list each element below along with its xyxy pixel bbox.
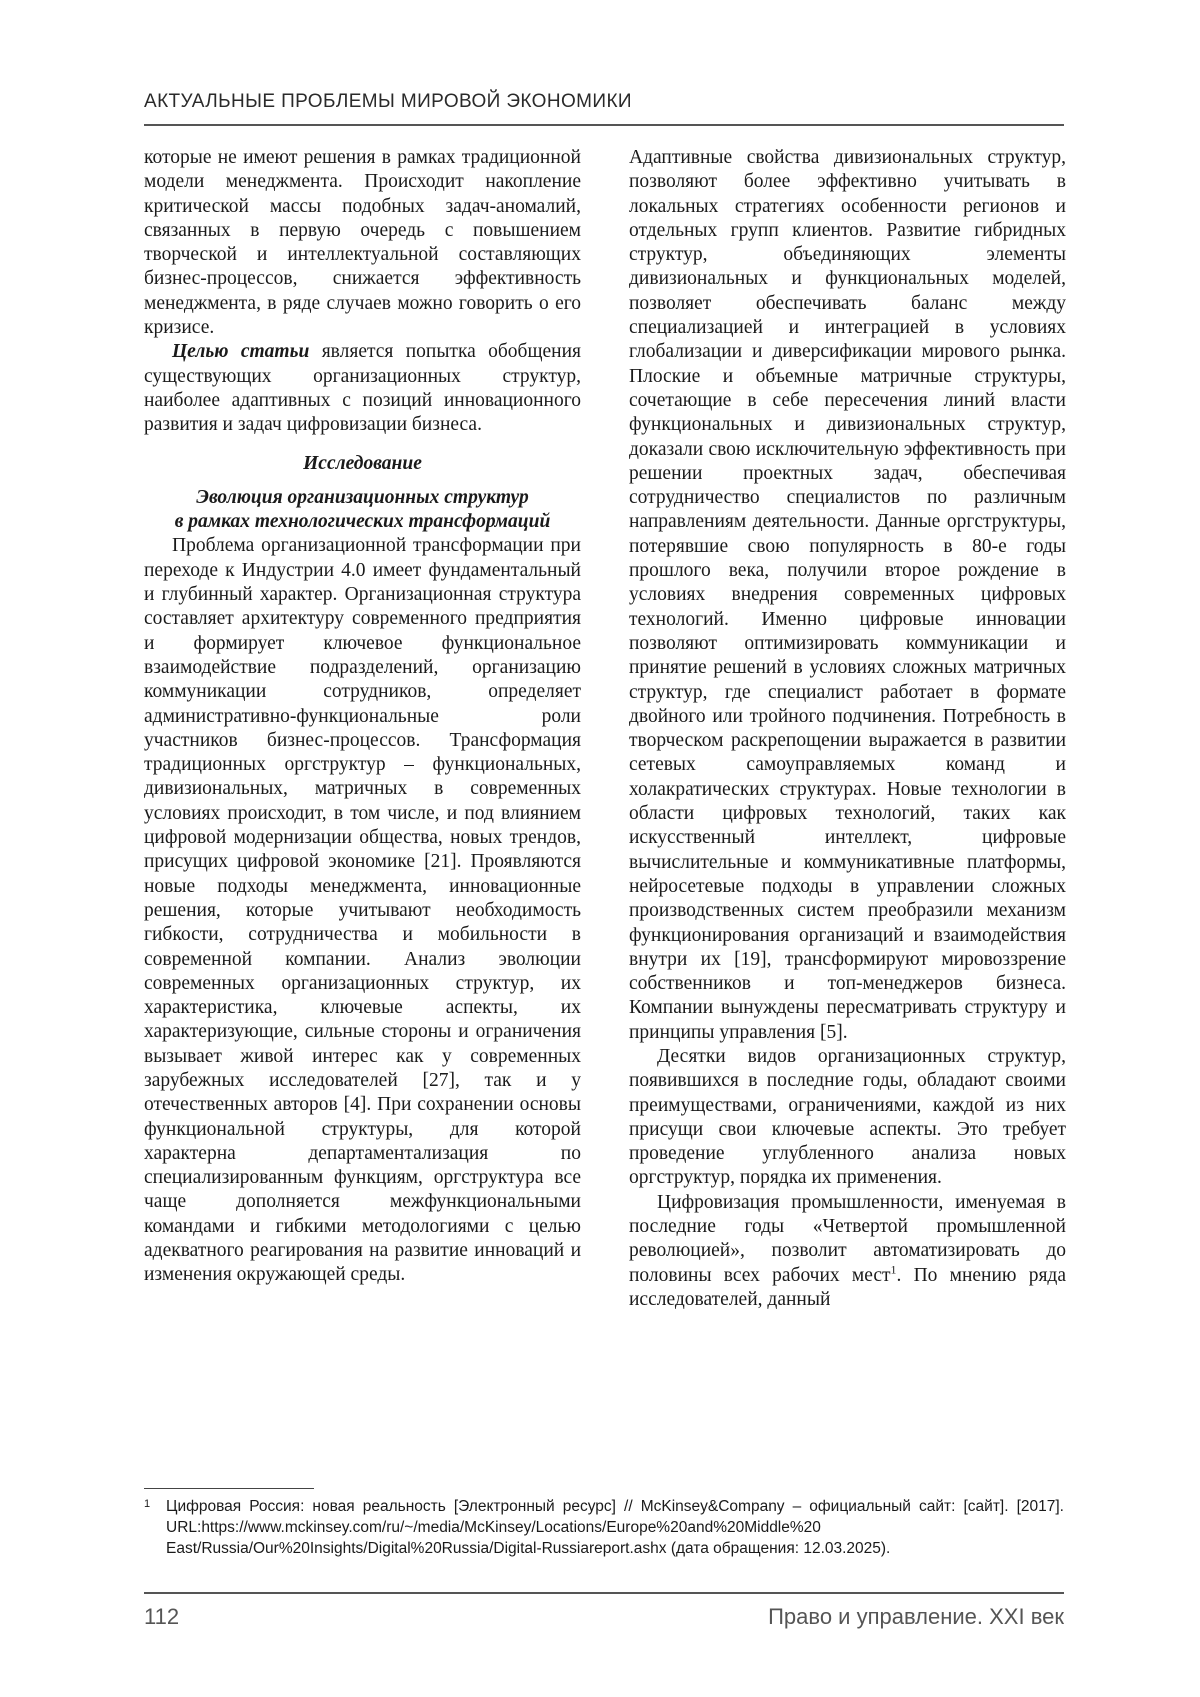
right-paragraph-3-tail: . По мнению ряда исследователей, данный (629, 1264, 1066, 1310)
footnote-marker: 1 (144, 1498, 151, 1510)
intro-paragraph: которые не имеют решения в рамках традиционной модели менеджмента. Происходит накопление критической массы подобных задач-аномалий, связанных в первую очередь с повышением творческой и интеллектуальной составляющих бизнес-процессов, снижается эффективность менеджмента, в ряде случаев можно говорить о его кризисе. (144, 147, 581, 339)
footnote-reference[interactable]: 1 (890, 1262, 897, 1277)
aim-text: является попытка обобщения существующих организационных структур, наиболее адаптивных с позиций инновационного развития и задач цифровизации бизнеса. (144, 341, 581, 436)
footnote-divider (144, 1488, 314, 1489)
footer-divider (144, 1592, 1064, 1594)
aim-paragraph (144, 340, 581, 437)
section-heading: Исследование (303, 452, 422, 474)
header-divider (144, 124, 1064, 126)
aim-lead: Целью статьи (172, 341, 310, 363)
journal-name: Право и управление. XXI век (768, 1604, 1064, 1629)
right-column (629, 146, 1066, 1312)
right-paragraph-1: Адаптивные свойства дивизиональных структур, позволяют более эффективно учитывать в локальных стратегиях особенности регионов и отдельных групп клиентов. Развитие гибридных структур, объединяющих элементы дивизиональных и функциональных моделей, позволяет обеспечивать баланс между специализацией и интеграцией в условиях глобализации и диверсификации мирового рынка. Плоские и объемные матричные структуры, сочетающие в себе пересечения линий власти функциональных и дивизиональных структур, доказали свою исключительную эффективность при решении проектных задач, обеспечивая сотрудничество специалистов по различным направлениям деятельности. Данные оргструктуры, потерявшие свою популярность в 80-е годы прошлого века, получили второе рождение в условиях внедрения современных цифровых технологий. Именно цифровые инновации позволяют оптимизировать коммуникации и принятие решений в условиях сложных матричных структур, где специалист работает в формате двойного или тройного подчинения. Потребность в творческом раскрепощении выражается в развитии сетевых самоуправляемых команд и холакратических структурах. Новые технологии в области цифровых технологий, таких как искусственный интеллект, цифровые вычислительные и коммуникативные платформы, нейросетевые подходы в управлении сложных производственных систем преобразили механизм функционирования организаций и взаимодействия внутри их [19], трансформируют мировоззрение собственников и топ-менеджеров бизнеса. Компании вынуждены пересматривать структуру и принципы управления [5]. (629, 147, 1066, 1043)
running-head: АКТУАЛЬНЫЕ ПРОБЛЕМЫ МИРОВОЙ ЭКОНОМИКИ (144, 91, 632, 112)
footnote (144, 1496, 1064, 1559)
footnote-text: Цифровая Россия: новая реальность [Электронный ресурс] // McKinsey&Company – официальный сайт: [сайт]. [2017]. URL:https://www.mckinsey.com/ru/~/media/McKinsey/Locations/Europe%20and%20Middle%20 East/Russia/Our%20Insights/Digital%20Russia/Digital-Russiareport.ashx (дата обращения: 12.03.2025). (166, 1498, 1064, 1557)
subsection-heading-line1: Эволюция организационных структур (196, 486, 529, 508)
right-paragraph-3-text: Цифровизация промышленности, именуемая в последние годы «Четвертой промышленной революцией», позволит автоматизировать до половины всех рабочих мест (629, 1191, 1066, 1286)
right-paragraph-3 (629, 1191, 1066, 1312)
subsection-heading-line2: в рамках технологических трансформаций (174, 511, 551, 533)
page-number: 112 (144, 1604, 180, 1629)
right-paragraph-2: Десятки видов организационных структур, появившихся в последние годы, обладают своими преимуществами, ограничениями, каждой из них присущи свои ключевые аспекты. Это требует проведение углубленного анализа новых оргструктур, порядка их применения. (629, 1045, 1066, 1189)
main-paragraph: Проблема организационной трансформации при переходе к Индустрии 4.0 имеет фундаментальный и глубинный характер. Организационная структура составляет архитектуру современного предприятия и формирует ключевое функциональное взаимодействие подразделений, организацию коммуникации сотрудников, определяет административно-функциональные роли участников бизнес-процессов. Трансформация традиционных оргструктур – функциональных, дивизиональных, матричных в современных условиях происходит, в том числе, и под влиянием цифровой модернизации общества, новых трендов, присущих цифровой экономике [21]. Проявляются новые подходы менеджмента, инновационные решения, которые учитывают необходимость гибкости, сотрудничества и мобильности в современной компании. Анализ эволюции современных организационных структур, их характеристика, ключевые аспекты, их характеризующие, сильные стороны и ограничения вызывает живой интерес как у современных зарубежных исследователей [27], так и у отечественных авторов [4]. При сохранении основы функциональной структуры, для которой характерна департаментализация по специализированным функциям, оргструктура все чаще дополняется межфункциональными командами и гибкими методологиями с целью адекватного реагирования на развитие инноваций и изменения окружающей среды. (144, 535, 581, 1286)
left-column (144, 146, 581, 1288)
